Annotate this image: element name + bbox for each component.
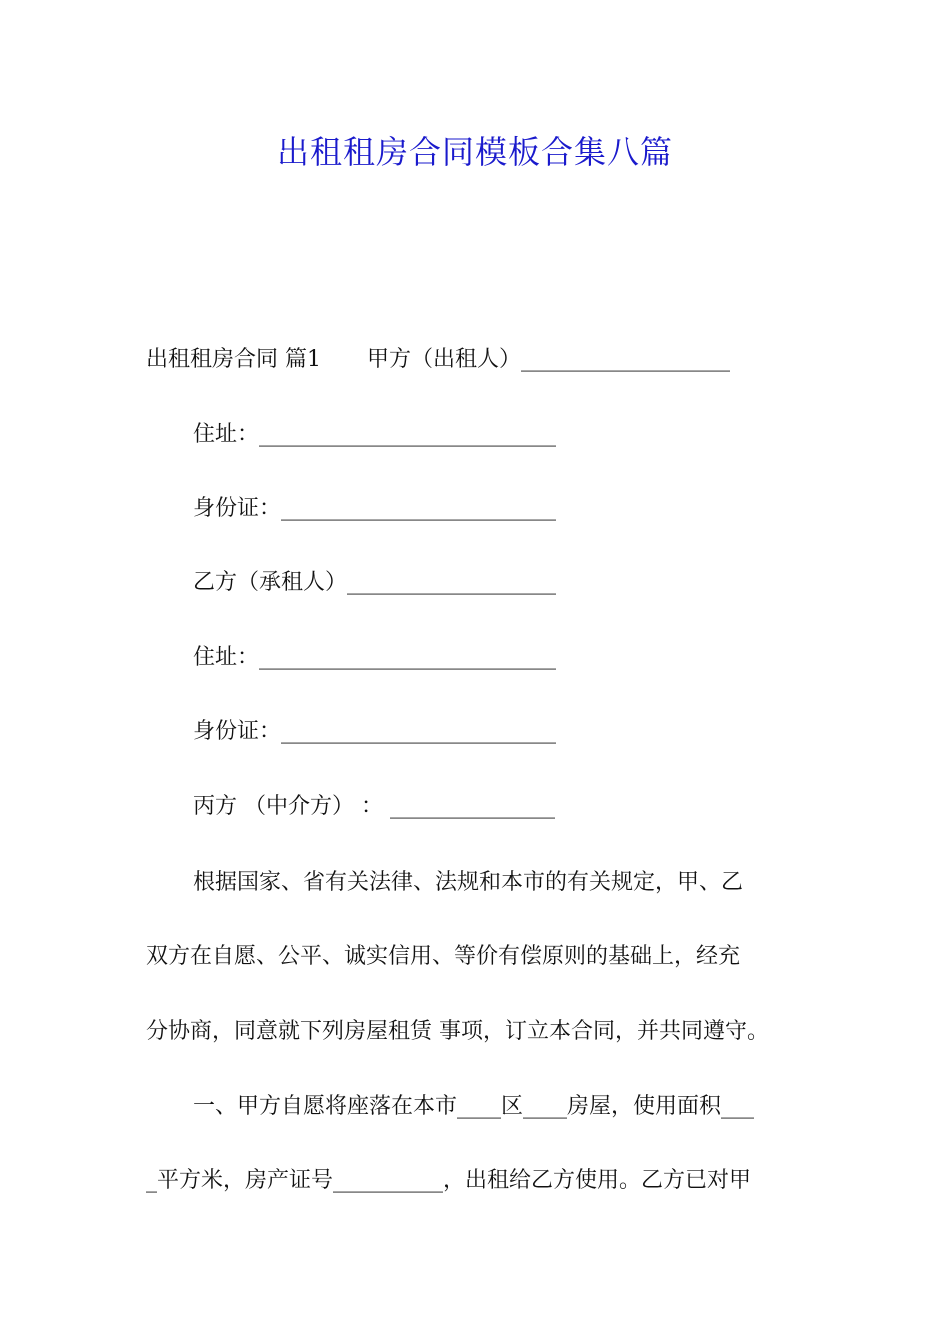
- clause-one-line: 一、甲方自愿将座落在本市____区____房屋，使用面积___: [193, 1094, 755, 1119]
- party-a-id: 身份证：_________________________: [193, 496, 557, 521]
- paragraph-line: 根据国家、省有关法律、法规和本市的有关规定，甲、乙: [193, 870, 744, 895]
- paragraph-line: 双方在自愿、公平、诚实信用、等价有偿原则的基础上，经充: [146, 944, 741, 969]
- party-b-address: 住址：___________________________: [193, 645, 557, 670]
- party-c-field: 丙方 （中介方） ： _______________: [193, 794, 555, 819]
- party-b-id: 身份证：_________________________: [193, 719, 557, 744]
- party-b-field: 乙方（承租人）___________________: [193, 570, 557, 595]
- paragraph-heading: [146, 344, 730, 376]
- party-a-field: 甲方（出租人）___________________: [367, 347, 731, 372]
- contract-section-label: 出租租房合同 篇1: [146, 347, 321, 372]
- party-a-address: 住址：___________________________: [193, 422, 557, 447]
- paragraph-line: 分协商，同意就下列房屋租赁 事项，订立本合同，并共同遵守。: [146, 1019, 769, 1044]
- clause-one-line: _平方米，房产证号__________，出租给乙方使用。乙方已对甲: [146, 1168, 752, 1193]
- document-title: 出租租房合同模板合集八篇: [276, 133, 673, 171]
